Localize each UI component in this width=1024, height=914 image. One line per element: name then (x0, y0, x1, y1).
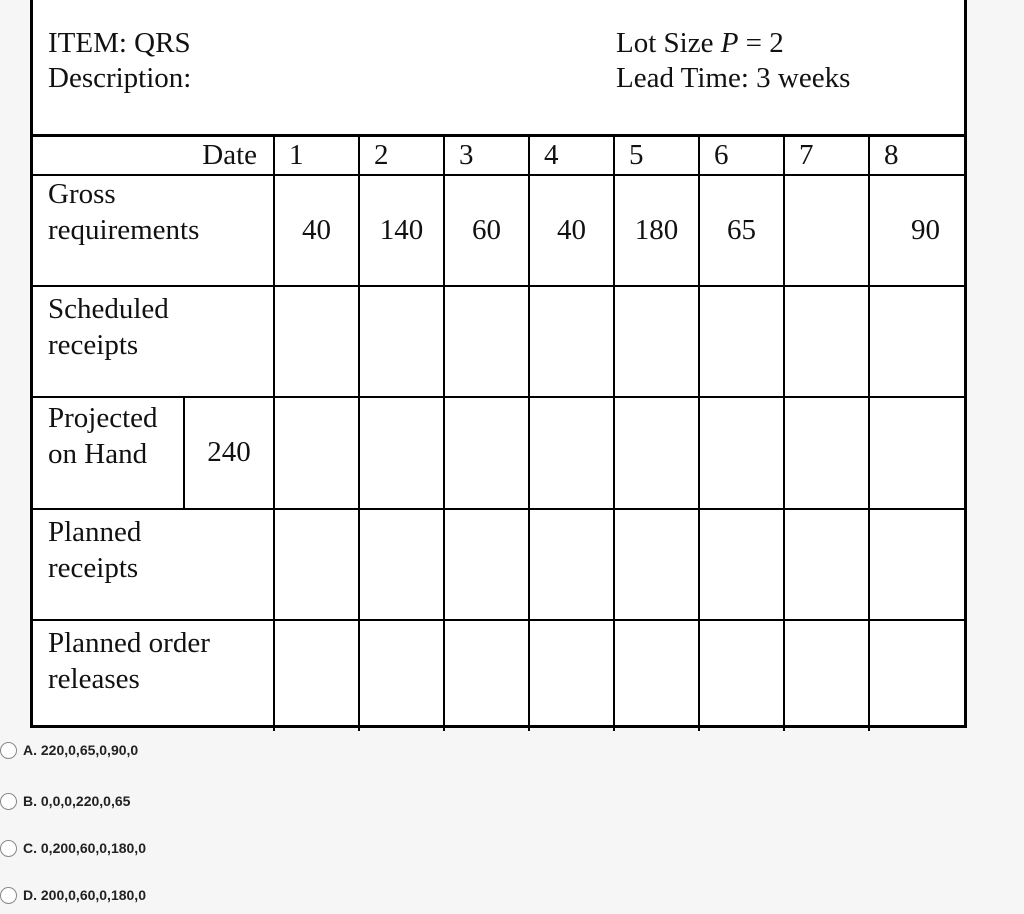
releases-cell-4 (529, 620, 614, 731)
scheduled-cell-5 (614, 286, 699, 397)
choice-b-label: B. 0,0,0,220,0,65 (23, 793, 131, 809)
period-2: 2 (359, 136, 444, 175)
planned-receipts-cell-8 (869, 509, 964, 620)
scheduled-receipts-row (33, 286, 964, 397)
planned-receipts-cell-7 (784, 509, 869, 620)
planned-receipts-row (33, 509, 964, 620)
planned-receipts-cell-1 (274, 509, 359, 620)
projected-cell-1 (274, 397, 359, 509)
gross-value-5: 180 (614, 175, 699, 286)
scheduled-cell-3 (444, 286, 529, 397)
item-line: ITEM: QRS (48, 27, 191, 59)
projected-cell-6 (699, 397, 784, 509)
lot-size-var: P (720, 27, 739, 59)
period-5: 5 (614, 136, 699, 175)
planned-receipts-cell-4 (529, 509, 614, 620)
projected-cell-5 (614, 397, 699, 509)
scheduled-label-line-1: Scheduled (48, 292, 169, 325)
planned-receipts-cell-3 (444, 509, 529, 620)
scheduled-label-line-2: receipts (48, 328, 139, 361)
planned-releases-line-2: releases (48, 662, 140, 695)
projected-label-line-1: Projected (48, 401, 158, 434)
planned-receipts-cell-6 (699, 509, 784, 620)
projected-cell-2 (359, 397, 444, 509)
gross-label-line-2: requirements (48, 213, 200, 246)
mrp-record (30, 0, 967, 728)
releases-cell-5 (614, 620, 699, 731)
projected-cell-7 (784, 397, 869, 509)
projected-label-line-2: on Hand (48, 437, 148, 470)
choice-c-label: C. 0,200,60,0,180,0 (23, 840, 146, 856)
scheduled-cell-2 (359, 286, 444, 397)
choice-b[interactable] (0, 788, 300, 814)
period-6: 6 (699, 136, 784, 175)
period-1: 1 (274, 136, 359, 175)
description-line: Description: (48, 62, 192, 94)
projected-on-hand-row (33, 397, 964, 509)
gross-requirements-row (33, 175, 964, 286)
gross-value-2: 140 (359, 175, 444, 286)
mrp-table (33, 134, 964, 731)
period-4: 4 (529, 136, 614, 175)
period-3: 3 (444, 136, 529, 175)
date-label: Date (33, 136, 274, 175)
choice-a-label: A. 220,0,65,0,90,0 (23, 742, 139, 758)
scheduled-cell-4 (529, 286, 614, 397)
projected-on-hand-label (33, 398, 185, 508)
gross-requirements-label (33, 175, 274, 286)
scheduled-cell-1 (274, 286, 359, 397)
scheduled-cell-6 (699, 286, 784, 397)
gross-value-6: 65 (699, 175, 784, 286)
choice-a[interactable] (0, 737, 300, 763)
gross-value-3: 60 (444, 175, 529, 286)
projected-cell-4 (529, 397, 614, 509)
planned-receipts-line-2: receipts (48, 551, 139, 584)
choice-d-label: D. 200,0,60,0,180,0 (23, 887, 146, 903)
planned-receipts-line-1: Planned (48, 515, 142, 548)
scheduled-cell-8 (869, 286, 964, 397)
lead-time-line: Lead Time: 3 weeks (616, 62, 851, 94)
scheduled-cell-7 (784, 286, 869, 397)
gross-value-1: 40 (274, 175, 359, 286)
projected-on-hand-label-cell (33, 397, 274, 509)
planned-receipts-cell-5 (614, 509, 699, 620)
projected-cell-3 (444, 397, 529, 509)
lot-size-prefix: Lot Size (616, 27, 721, 59)
scheduled-receipts-label (33, 286, 274, 397)
planned-order-releases-row (33, 620, 964, 731)
date-row (33, 136, 964, 175)
releases-cell-1 (274, 620, 359, 731)
projected-cell-8 (869, 397, 964, 509)
lot-size-suffix: = 2 (738, 27, 784, 59)
gross-value-8: 90 (869, 175, 964, 286)
gross-label-line-1: Gross (48, 177, 116, 210)
lot-size-line (616, 26, 784, 61)
releases-cell-8 (869, 620, 964, 731)
period-7: 7 (784, 136, 869, 175)
planned-receipts-label (33, 509, 274, 620)
planned-receipts-cell-2 (359, 509, 444, 620)
releases-cell-3 (444, 620, 529, 731)
planned-order-releases-label (33, 620, 274, 731)
releases-cell-7 (784, 620, 869, 731)
projected-initial-value: 240 (207, 436, 251, 468)
planned-releases-line-1: Planned order (48, 626, 210, 659)
radio-c[interactable] (0, 840, 17, 857)
choice-d[interactable] (0, 882, 300, 908)
radio-d[interactable] (0, 887, 17, 904)
radio-a[interactable] (0, 742, 17, 759)
gross-value-7 (784, 175, 869, 286)
choice-c[interactable] (0, 835, 300, 861)
releases-cell-6 (699, 620, 784, 731)
gross-value-4: 40 (529, 175, 614, 286)
releases-cell-2 (359, 620, 444, 731)
radio-b[interactable] (0, 793, 17, 810)
period-8: 8 (869, 136, 964, 175)
